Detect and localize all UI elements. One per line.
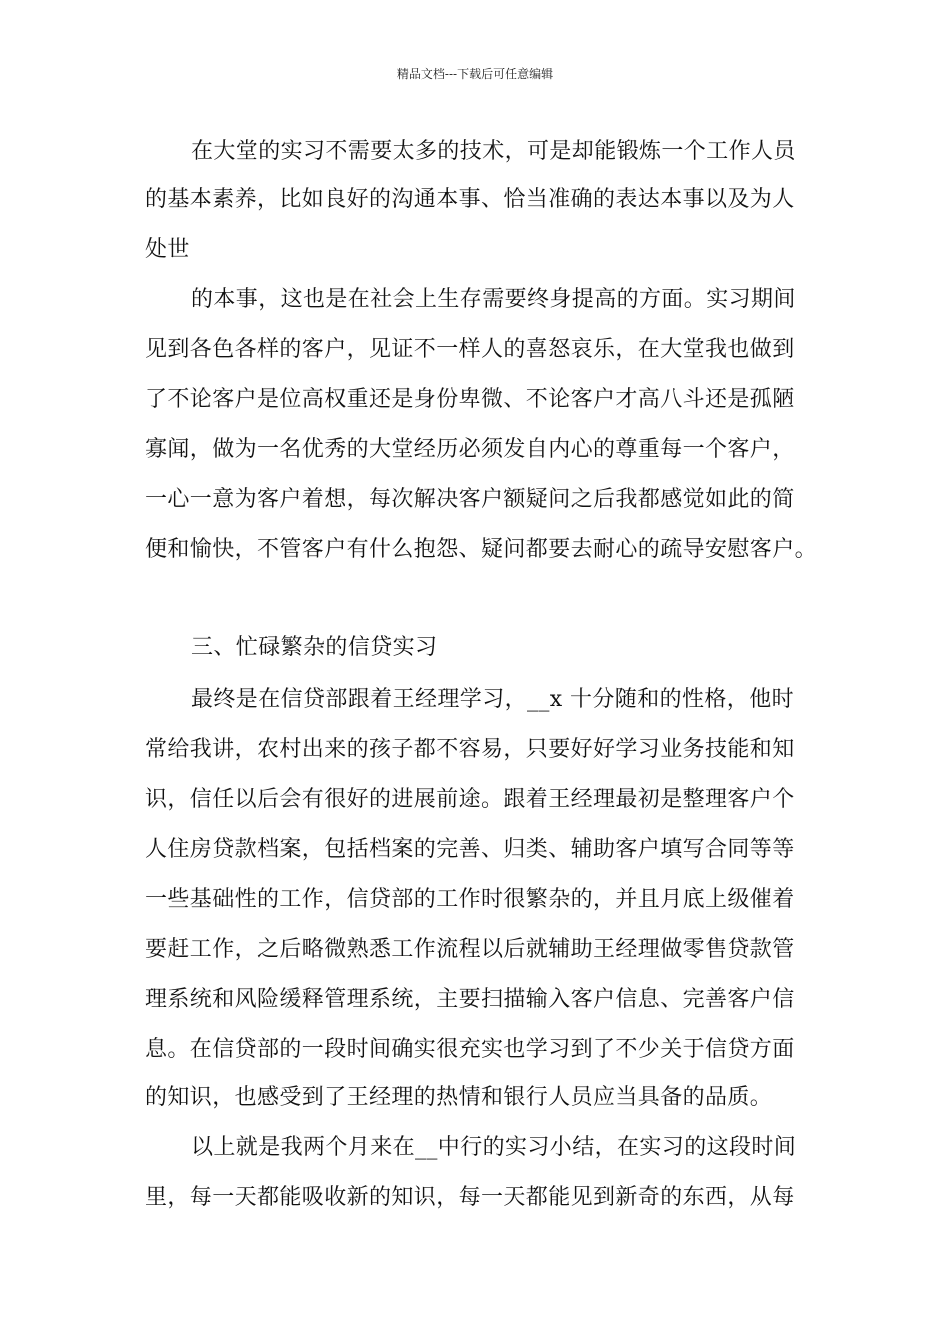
paragraph-line: 以上就是我两个月来在__中行的实习小结，在实习的这段时间 (191, 1135, 797, 1160)
paragraph-line: 理系统和风险缓释管理系统，主要扫描输入客户信息、完善客户信 (145, 987, 795, 1012)
paragraph-line: 寡闻，做为一名优秀的大堂经历必须发自内心的尊重每一个客户， (145, 437, 795, 462)
paragraph-line: 最终是在信贷部跟着王经理学习，__x 十分随和的性格，他时 (191, 687, 795, 712)
paragraph-line: 的本事，这也是在社会上生存需要终身提高的方面。实习期间 (191, 287, 796, 312)
paragraph-line: 识，信任以后会有很好的进展前途。跟着王经理最初是整理客户个 (145, 787, 795, 812)
paragraph-line: 见到各色各样的客户，见证不一样人的喜怒哀乐，在大堂我也做到 (145, 337, 795, 362)
page-header: 精品文档---下载后可任意编辑 (396, 67, 554, 81)
paragraph-line: 里，每一天都能吸收新的知识，每一天都能见到新奇的东西，从每 (145, 1185, 795, 1210)
paragraph-line: 处世 (145, 237, 190, 262)
paragraph-line: 要赶工作，之后略微熟悉工作流程以后就辅助王经理做零售贷款管 (145, 937, 795, 962)
paragraph-line: 的基本素养，比如良好的沟通本事、恰当准确的表达本事以及为人 (145, 187, 795, 212)
paragraph-line: 了不论客户是位高权重还是身份卑微、不论客户才高八斗还是孤陋 (145, 387, 795, 412)
paragraph-line: 常给我讲，农村出来的孩子都不容易，只要好好学习业务技能和知 (145, 737, 795, 762)
section-heading: 三、忙碌繁杂的信贷实习 (191, 635, 438, 660)
paragraph-line: 便和愉快，不管客户有什么抱怨、疑问都要去耐心的疏导安慰客户。 (145, 537, 818, 562)
paragraph-line: 一些基础性的工作，信贷部的工作时很繁杂的，并且月底上级催着 (145, 887, 795, 912)
paragraph-line: 息。在信贷部的一段时间确实很充实也学习到了不少关于信贷方面 (145, 1037, 795, 1062)
paragraph-line: 在大堂的实习不需要太多的技术，可是却能锻炼一个工作人员 (191, 139, 796, 164)
paragraph-line: 的知识，也感受到了王经理的热情和银行人员应当具备的品质。 (145, 1085, 773, 1110)
paragraph-line: 人住房贷款档案，包括档案的完善、归类、辅助客户填写合同等等 (145, 837, 795, 862)
paragraph-line: 一心一意为客户着想，每次解决客户额疑问之后我都感觉如此的简 (145, 487, 795, 512)
